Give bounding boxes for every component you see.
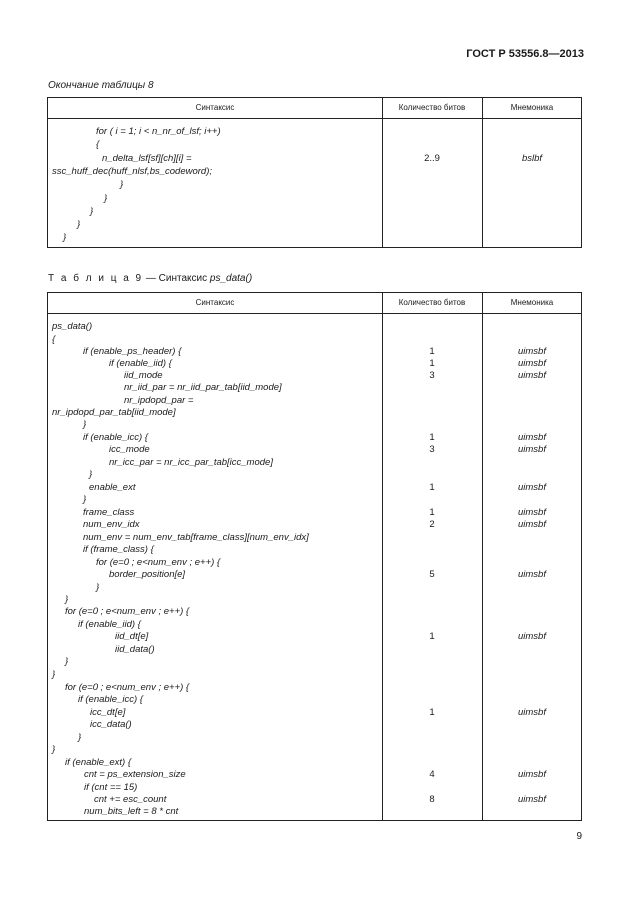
table-header <box>48 293 581 314</box>
mnemonic: bslbf <box>521 153 543 164</box>
table9-caption-prefix: Т а б л и ц а 9 <box>48 273 144 284</box>
bit-count: 1 <box>429 346 435 357</box>
column-syntax: Синтаксис <box>195 103 235 112</box>
syntax-line: } <box>65 656 69 667</box>
syntax-line: } <box>83 419 87 430</box>
syntax-line: enable_ext <box>89 482 136 493</box>
bit-count: 2..9 <box>424 153 440 164</box>
bit-count: 1 <box>429 432 435 443</box>
mnemonic: uimsbf <box>518 519 546 530</box>
table-9 <box>47 292 582 821</box>
syntax-line: if (enable_icc) { <box>83 432 148 443</box>
bit-count: 1 <box>429 707 435 718</box>
syntax-line: if (cnt == 15) <box>84 782 138 793</box>
bit-count: 3 <box>429 444 435 455</box>
syntax-line: } <box>89 469 93 480</box>
syntax-line: nr_ipdopd_par_tab[iid_mode] <box>52 407 176 418</box>
table-header <box>48 98 581 119</box>
column-mnemonic: Мнемоника <box>510 298 554 307</box>
bit-count: 4 <box>429 769 435 780</box>
mnemonic: uimsbf <box>518 370 546 381</box>
syntax-line: } <box>52 744 56 755</box>
column-syntax: Синтаксис <box>195 298 235 307</box>
syntax-line: ssc_huff_dec(huff_nlsf,bs_codeword); <box>52 166 213 177</box>
table-8 <box>47 97 582 248</box>
syntax-line: for (e=0 ; e<num_env ; e++) { <box>65 682 190 693</box>
syntax-line: } <box>104 193 108 204</box>
mnemonic: uimsbf <box>518 707 546 718</box>
syntax-line: iid_data() <box>115 644 155 655</box>
syntax-line: if (enable_ps_header) { <box>83 346 182 357</box>
syntax-line: nr_ipdopd_par = <box>124 395 194 406</box>
column-mnemonic: Мнемоника <box>510 103 554 112</box>
page-number: 9 <box>576 831 582 842</box>
syntax-line: frame_class <box>83 507 135 518</box>
syntax-line: } <box>96 582 100 593</box>
syntax-line: icc_dt[e] <box>90 707 126 718</box>
syntax-line: } <box>52 669 56 680</box>
syntax-line: iid_mode <box>124 370 163 381</box>
bit-count: 3 <box>429 370 435 381</box>
syntax-line: for (e=0 ; e<num_env ; e++) { <box>65 606 190 617</box>
syntax-line: } <box>65 594 69 605</box>
mnemonic: uimsbf <box>518 432 546 443</box>
table9-caption-name: ps_data() <box>209 273 253 284</box>
bit-count: 1 <box>429 631 435 642</box>
syntax-line: icc_data() <box>90 719 132 730</box>
syntax-line: } <box>78 732 82 743</box>
syntax-line: { <box>52 334 56 345</box>
mnemonic: uimsbf <box>518 507 546 518</box>
syntax-line: if (enable_icc) { <box>78 694 143 705</box>
syntax-line: { <box>96 139 100 150</box>
bit-count: 1 <box>429 358 435 369</box>
mnemonic: uimsbf <box>518 794 546 805</box>
mnemonic: uimsbf <box>518 482 546 493</box>
syntax-line: iid_dt[e] <box>115 631 149 642</box>
syntax-line: for (e=0 ; e<num_env ; e++) { <box>96 557 221 568</box>
mnemonic: uimsbf <box>518 358 546 369</box>
syntax-line: } <box>77 219 81 230</box>
column-bits: Количество битов <box>398 298 466 307</box>
table8-caption: Окончание таблицы 8 <box>48 80 154 91</box>
syntax-line: nr_iid_par = nr_iid_par_tab[iid_mode] <box>124 382 282 393</box>
syntax-line: n_delta_lsf[sf][ch][i] = <box>102 153 192 164</box>
mnemonic: uimsbf <box>518 569 546 580</box>
syntax-line: num_env = num_env_tab[frame_class][num_env_idx] <box>83 532 309 543</box>
syntax-line: cnt += esc_count <box>94 794 167 805</box>
syntax-line: if (enable_ext) { <box>65 757 132 768</box>
bit-count: 2 <box>429 519 435 530</box>
table9-caption <box>48 273 252 284</box>
syntax-line: ps_data() <box>52 321 93 332</box>
column-bits: Количество битов <box>398 103 466 112</box>
syntax-line: for ( i = 1; i < n_nr_of_lsf; i++) <box>96 126 221 137</box>
syntax-line: } <box>83 494 87 505</box>
bit-count: 8 <box>429 794 435 805</box>
syntax-line: icc_mode <box>109 444 150 455</box>
syntax-line: if (enable_iid) { <box>109 358 172 369</box>
table9-caption-dash: — Синтаксис <box>143 273 210 284</box>
syntax-line: } <box>63 232 67 243</box>
column-divider <box>482 98 483 247</box>
mnemonic: uimsbf <box>518 346 546 357</box>
bit-count: 1 <box>429 482 435 493</box>
mnemonic: uimsbf <box>518 444 546 455</box>
syntax-line: num_bits_left = 8 * cnt <box>84 806 179 817</box>
syntax-line: cnt = ps_extension_size <box>84 769 186 780</box>
syntax-line: border_position[e] <box>109 569 186 580</box>
standard-number: ГОСТ Р 53556.8—2013 <box>466 48 584 60</box>
mnemonic: uimsbf <box>518 769 546 780</box>
syntax-line: } <box>90 206 94 217</box>
syntax-line: nr_icc_par = nr_icc_par_tab[icc_mode] <box>109 457 273 468</box>
syntax-line: if (frame_class) { <box>83 544 154 555</box>
column-divider <box>382 98 383 247</box>
syntax-line: } <box>120 179 124 190</box>
mnemonic: uimsbf <box>518 631 546 642</box>
bit-count: 5 <box>429 569 435 580</box>
bit-count: 1 <box>429 507 435 518</box>
syntax-line: num_env_idx <box>83 519 140 530</box>
syntax-line: if (enable_iid) { <box>78 619 141 630</box>
